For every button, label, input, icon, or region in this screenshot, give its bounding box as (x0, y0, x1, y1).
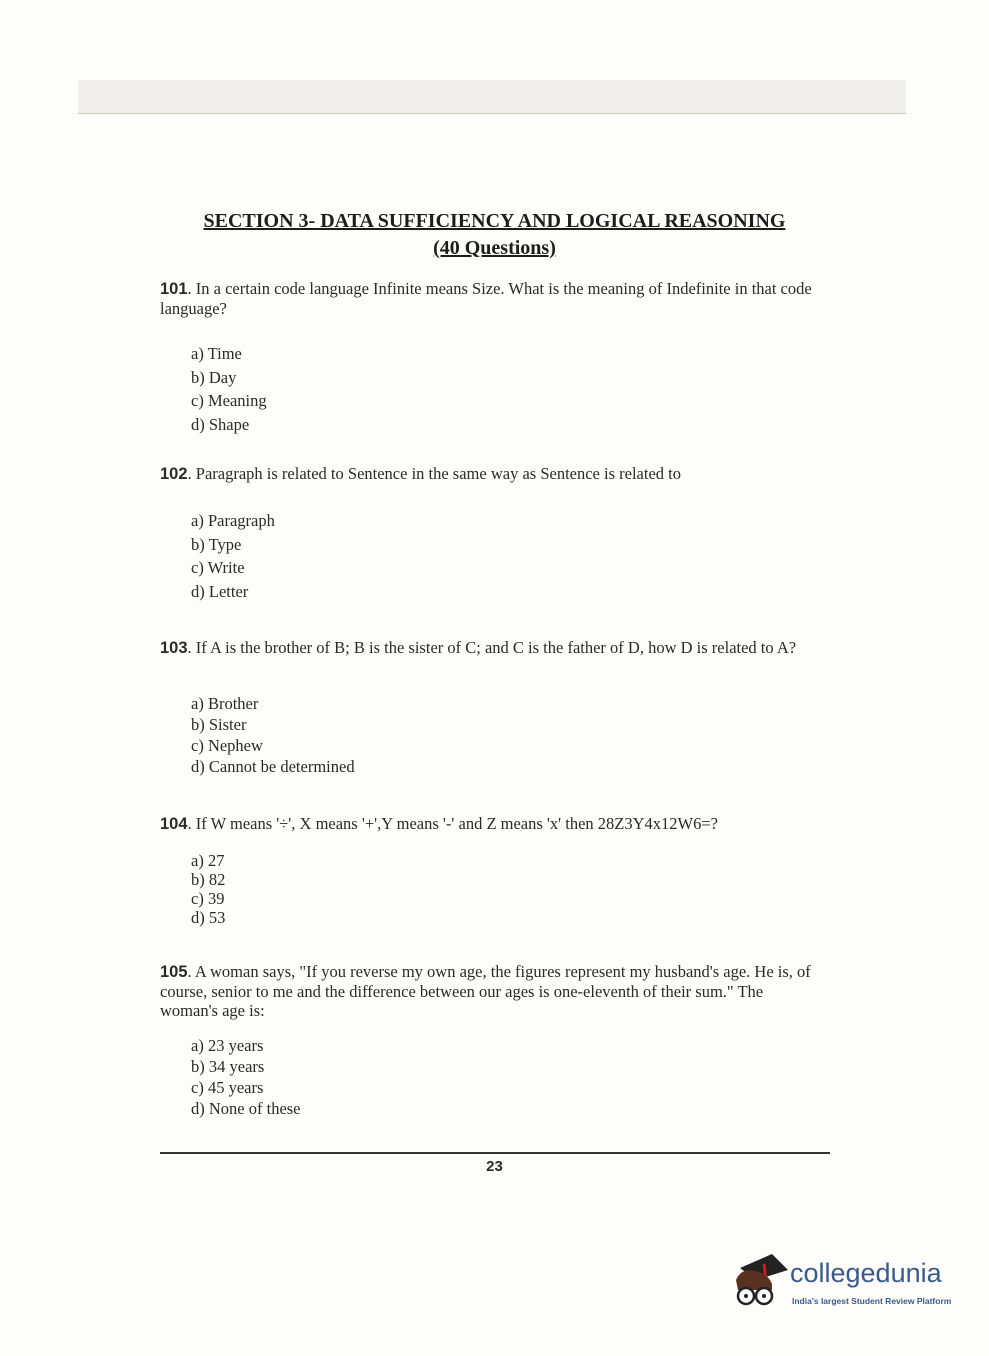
option: a) 23 years (191, 1036, 264, 1055)
question-103: 103. If A is the brother of B; B is the sister of C; and C is the father of D, how D is related to A? (160, 638, 797, 657)
options-105 (191, 1036, 301, 1120)
collegedunia-logo (732, 1250, 962, 1320)
logo-wordmark: collegedunia (790, 1258, 942, 1288)
option: b) Day (191, 367, 237, 387)
options-103 (191, 694, 355, 778)
question-text: If A is the brother of B; B is the sister of C; and C is the father of D, how D is related to A? (195, 638, 797, 657)
options-101 (191, 344, 267, 438)
question-105: 105. A woman says, "If you reverse my own age, the figures represent my husband's age. He is, of course, senior to me and the difference between our ages is one-eleventh of their sum." The woman's age is: (160, 962, 811, 1020)
section-title: SECTION 3- DATA SUFFICIENCY AND LOGICAL REASONING (203, 210, 786, 232)
option: d) Letter (191, 581, 249, 601)
option: c) 39 (191, 889, 225, 908)
question-text: A woman says, "If you reverse my own age, the figures represent my husband's age. He is, of course, senior to me and the difference between our ages is one-eleventh of their sum." The woman's age is: (160, 962, 811, 1020)
options-104 (191, 851, 225, 927)
option: b) 34 years (191, 1057, 265, 1076)
options-102 (191, 511, 275, 605)
option: b) 82 (191, 870, 226, 889)
scan-header-band (78, 80, 906, 114)
question-101: 101. In a certain code language Infinite means Size. What is the meaning of Indefinite in that code language? (160, 279, 812, 318)
option: a) 27 (191, 851, 225, 870)
option: d) None of these (191, 1099, 301, 1118)
question-number: 102 (160, 465, 188, 483)
question-102: 102. Paragraph is related to Sentence in the same way as Sentence is related to (160, 464, 681, 483)
option: a) Brother (191, 694, 259, 713)
option: d) Shape (191, 414, 250, 434)
option: a) Time (191, 344, 242, 363)
option: c) Meaning (191, 391, 267, 410)
page-number: 23 (486, 1158, 503, 1175)
question-text: Paragraph is related to Sentence in the same way as Sentence is related to (195, 464, 681, 483)
question-number: 105 (160, 963, 188, 981)
question-number: 101 (160, 280, 188, 298)
option: c) Write (191, 558, 245, 577)
option: c) Nephew (191, 736, 263, 755)
option: b) Sister (191, 715, 247, 734)
option: d) 53 (191, 908, 226, 927)
section-subtitle: (40 Questions) (433, 237, 556, 259)
mascot-icon (732, 1250, 788, 1316)
option: b) Type (191, 534, 242, 554)
logo-tagline: India's largest Student Review Platform (792, 1296, 952, 1306)
question-text: In a certain code language Infinite means Size. What is the meaning of Indefinite in that code language? (160, 279, 812, 318)
footer-rule (160, 1152, 830, 1154)
question-number: 103 (160, 639, 188, 657)
question-text: If W means '÷', X means '+',Y means '-' and Z means 'x' then 28Z3Y4x12W6=? (195, 814, 718, 833)
option: a) Paragraph (191, 511, 275, 530)
option: d) Cannot be determined (191, 757, 355, 776)
question-104: 104. If W means '÷', X means '+',Y means '-' and Z means 'x' then 28Z3Y4x12W6=? (160, 814, 718, 833)
question-number: 104 (160, 815, 188, 833)
option: c) 45 years (191, 1078, 264, 1097)
